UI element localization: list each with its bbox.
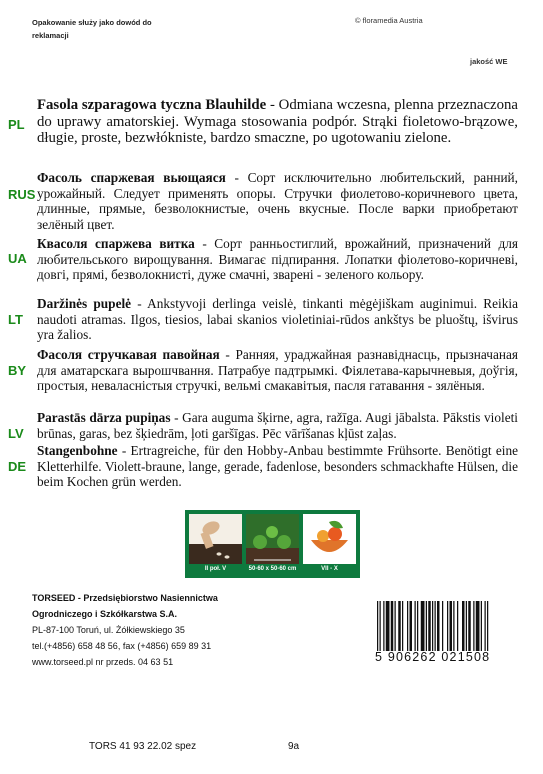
barcode-bar [428,601,431,651]
product-code: TORS 41 93 22.02 spez [89,741,197,752]
barcode-bar [442,601,443,651]
barcode-bar [380,601,381,651]
variety-text: - Ertragreiche, für den Hobby-Anbau bestimmte Frühsorte. Benötigt eine Kletterhilfe. Violett-braune, lange, gerade, fadenlose, besonders schmackhafte Hülsen, die beim Kochen grün werden. [37,443,518,489]
lang-code: BY [8,363,27,378]
company-line-2: Ogrodniczego i Szkółkarstwa S.A. [32,609,178,619]
barcode-bar [391,601,394,651]
variety-text: - Gara auguma šķirne, agra, ražīga. Augi jābalsta. Pākstis violeti brūnas, garas, bez šķiedrām, ļoti garšīgas. Pēc vārīšanas kļūst zaļas. [37,410,518,441]
harvest-icon [303,514,356,564]
description-text [37,296,518,343]
lang-code: RUS [8,187,36,202]
description-ua [8,236,518,283]
company-info [32,590,312,670]
barcode-bar [417,601,418,651]
company-desc: - Przedsiębiorstwo Nasiennictwa [75,593,218,603]
barcode-bar [407,601,408,651]
page-mark: 9a [288,741,300,752]
description-lv [8,410,518,441]
barcode-bar [437,601,440,651]
lang-code: PL [8,117,25,132]
copyright-line [355,16,423,25]
variety-name: Фасоля стручкавая павойная [37,347,220,362]
variety-name: Stangenbohne [37,443,118,458]
company-name: TORSEED [32,593,76,603]
growing-icons-panel [185,510,360,578]
barcode-bar [447,601,448,651]
description-de [8,443,518,490]
copyright-text: © floramedia Austria [355,16,423,25]
complaint-notice: Opakowanie służy jako dowód do reklamacji [32,18,152,40]
sowing-label: II poł. V [204,566,227,572]
barcode-bar [386,601,390,651]
description-text [37,347,518,394]
description-pl [8,97,518,147]
description-text [37,97,518,147]
barcode-bar [485,601,486,651]
barcode-bar [462,601,465,651]
barcode-bar [426,601,427,651]
barcode-bar [383,601,384,651]
barcode-bar [457,601,458,651]
harvest-label: VII - X [321,566,338,572]
variety-name: Квасоля спаржева витка [37,236,195,251]
lang-code: UA [8,251,27,266]
variety-name: Фасоль спаржевая вьющаяся [37,170,226,185]
variety-name: Parastās dārza pupiņas [37,410,171,425]
description-text [37,443,518,490]
company-phone: tel.(+4856) 658 48 56, fax (+4856) 659 89 31 [32,641,212,651]
lang-code: LV [8,426,24,441]
variety-name: Daržinės pupelė [37,296,132,311]
description-by [8,347,518,394]
company-line-1 [32,590,312,606]
barcode-bar [432,601,433,651]
barcode-bar [415,601,416,651]
barcode-bar [435,601,436,651]
barcode-bar [402,601,403,651]
description-text [37,236,518,283]
company-address: PL-87-100 Toruń, ul. Żółkiewskiego 35 [32,625,185,635]
barcode-bar [421,601,425,651]
spacing-icon [246,514,299,564]
barcode-bar [487,601,488,651]
description-text [37,170,518,232]
description-text [37,410,518,441]
variety-text: - Ранняя, ураджайная разнавіднасць, прызначаная для аматарскага вырошчвання. Патрабуе падтрымкі. Фіялетава-карычневыя, доўгія, простыя, неваласністыя стручкі, вельмі смакавітыя, пасля гатавання - зялёныя. [37,347,518,393]
variety-text: - Odmiana wczesna, plenna przeznaczona do uprawy amatorskiej. Wymaga stosowania podpór. Strąki fioletowo-brązowe, długie, proste, bezwłókniste, bardzo smaczne, po ugotowaniu zielone. [37,97,518,146]
barcode-bar [476,601,480,651]
variety-text: - Сорт ранньостиглий, врожайний, призначений для любительського вирощування. Вимагає підпирання. Лопатки фіолетово-коричневі, довгі, прямі, безволокнисті, дуже смачні, зварені - зеленого кольору. [37,236,518,282]
barcode-bar [377,601,378,651]
barcode-number: 5 906262 021508 [375,650,491,664]
description-lt [8,296,518,343]
barcode-bar [468,601,471,651]
barcode-bar [481,601,482,651]
quality-mark: jakość WE [470,57,508,66]
spacing-label: 50-60 x 50-60 cm [248,566,297,572]
lang-code: DE [8,459,27,474]
barcode-bar [398,601,401,651]
barcode-bar [453,601,454,651]
barcode-bar [395,601,396,651]
variety-name: Fasola szparagowa tyczna Blauhilde [37,97,267,113]
barcode-bar [410,601,413,651]
sowing-icon [189,514,242,564]
variety-text: - Ankstyvoji derlinga veislė, tinkanti mėgėjiškam auginimui. Reikia naudoti atramas. Ilgos, tiesios, labai skanios violetiniai-rūdos ankštys be pluoštų, išvirus yra žalios. [37,296,518,342]
company-website: www.torseed.pl nr przeds. 04 63 51 [32,657,174,667]
barcode-bar [466,601,467,651]
barcode-bar [450,601,453,651]
lang-code: LT [8,312,23,327]
description-rus [8,170,518,232]
barcode-bar [473,601,474,651]
variety-text: - Сорт исключительно любительский, ранний, урожайный. Следует применять опоры. Стручки фиолетово-коричневого цвета, длинные, прямые, безволокнистые, очень вкусные. После варки приобретают зелёный цвет. [37,170,518,232]
